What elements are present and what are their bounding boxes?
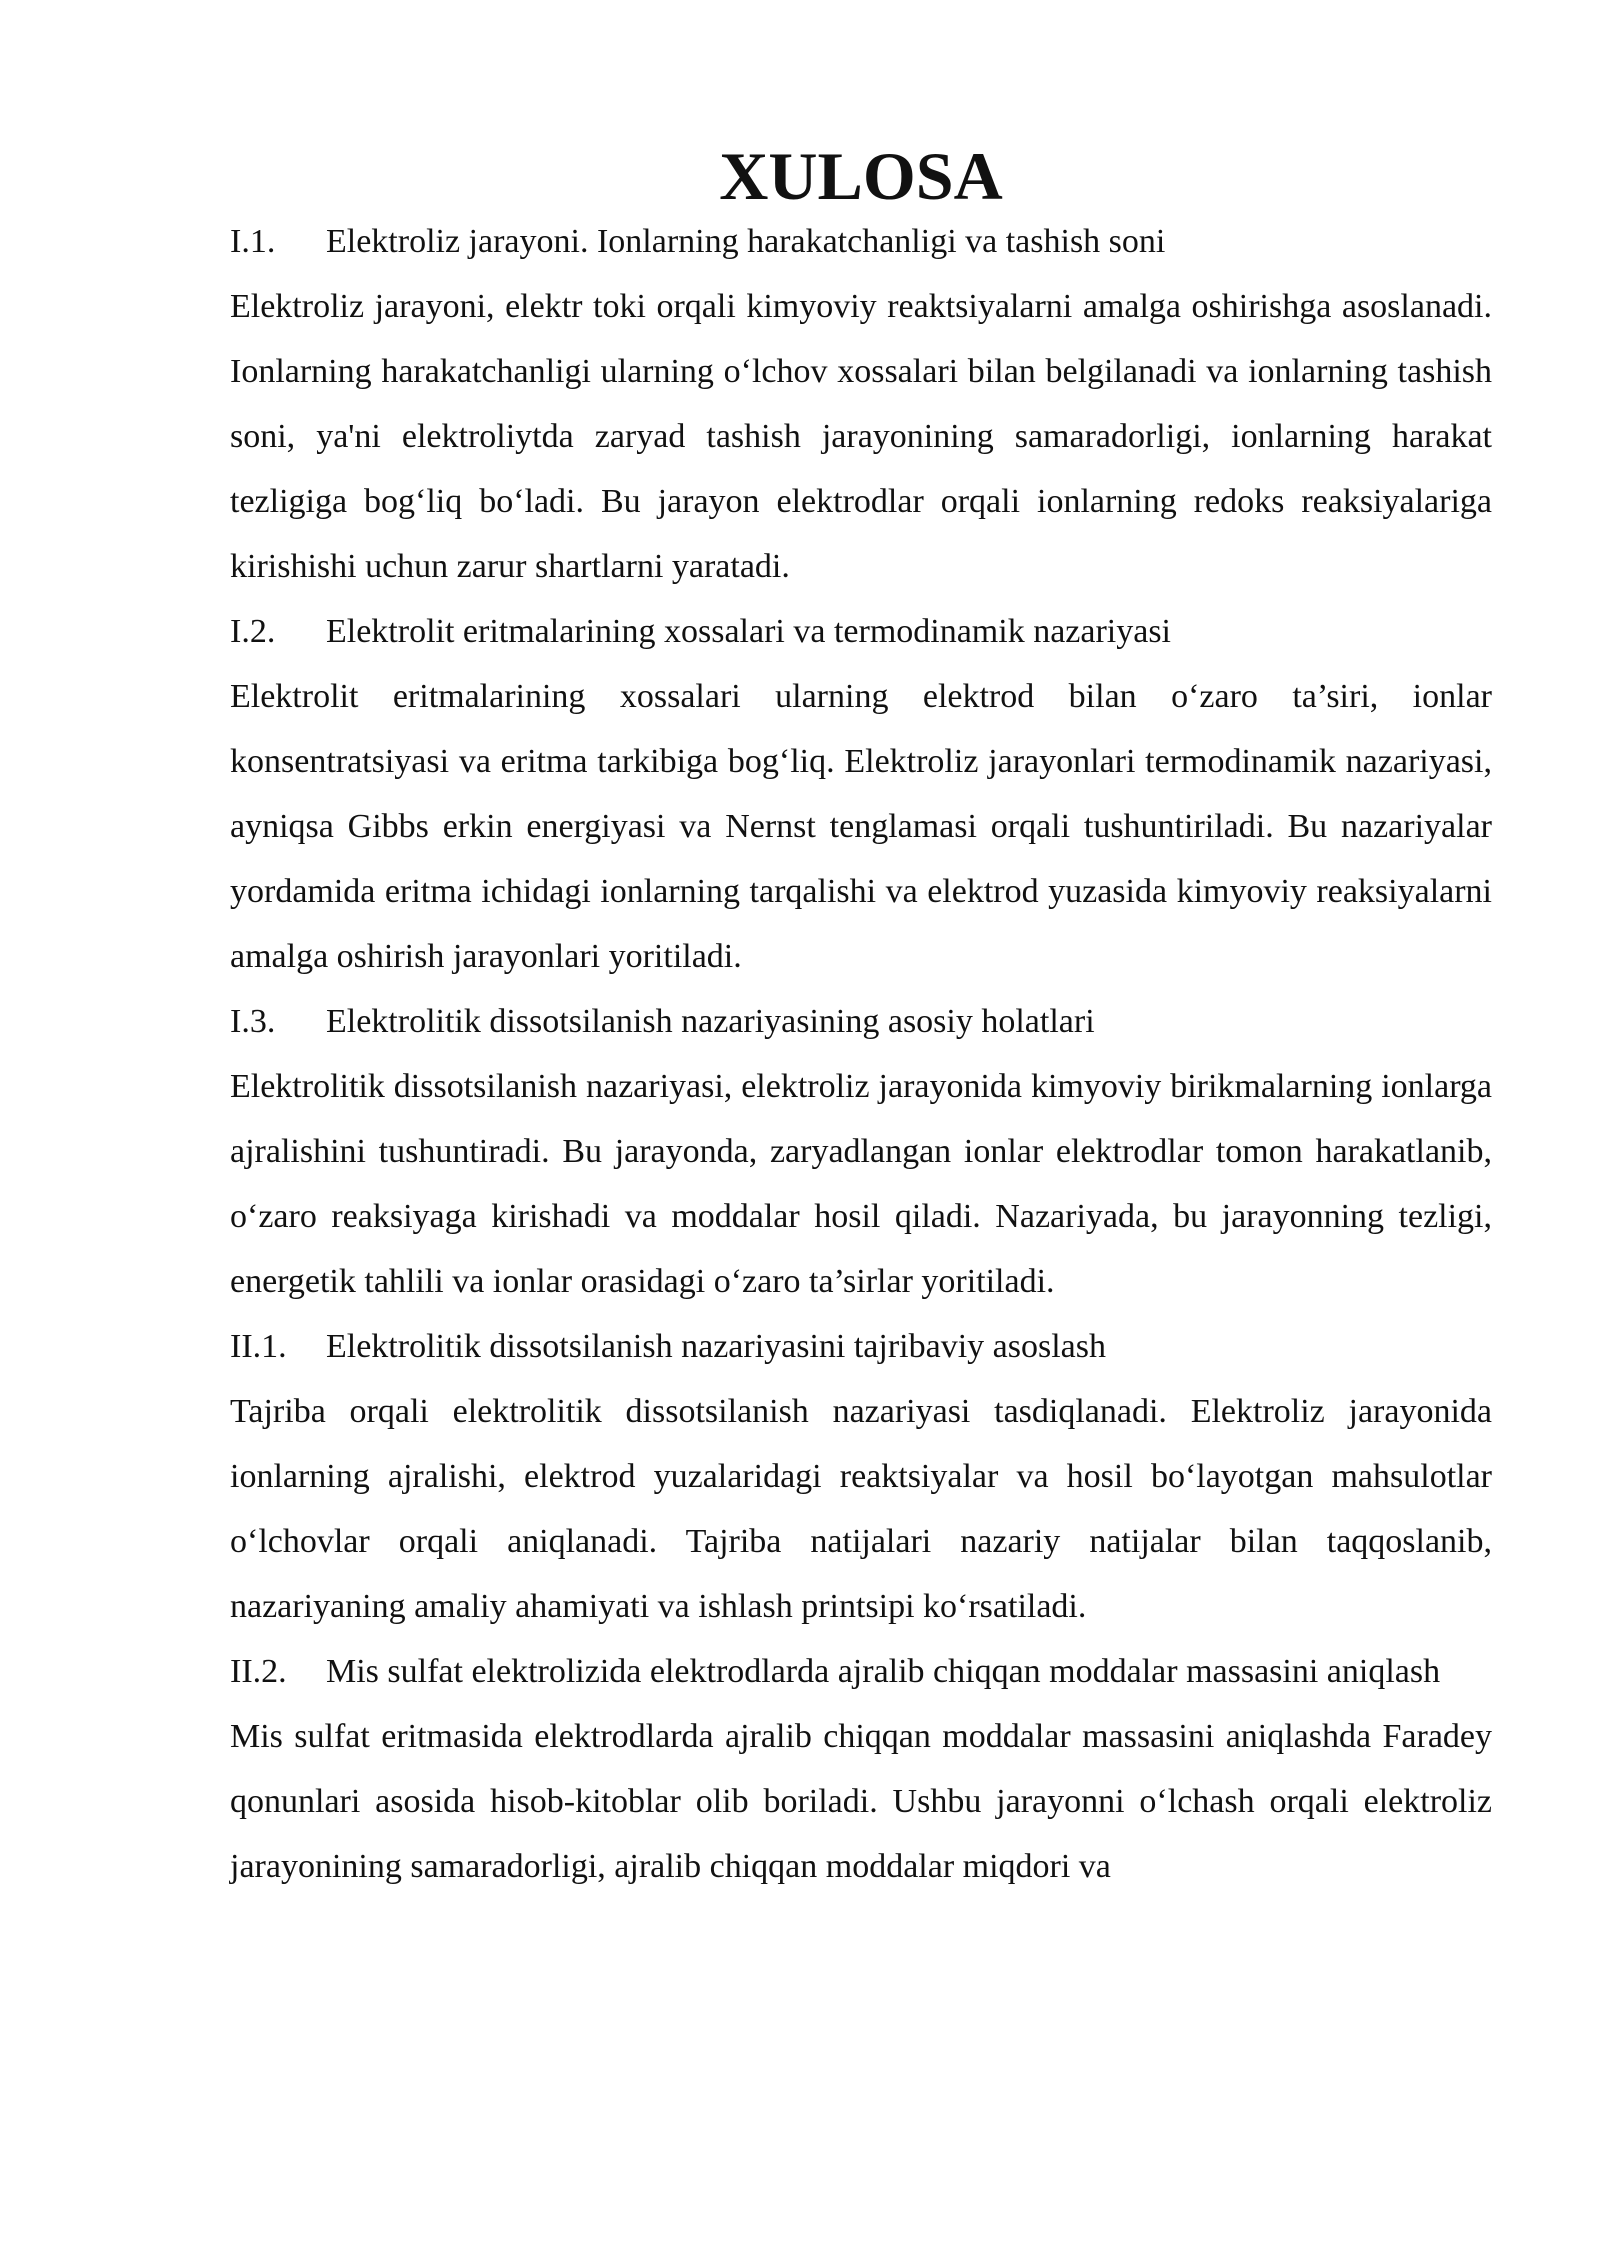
section-heading-2-2 [230,1639,1492,1704]
section-number: I.2. [230,613,276,650]
section-title: Elektrolitik dissotsilanish nazariyasining asosiy holatlari [326,1003,1095,1040]
section-heading-1-3 [230,989,1492,1054]
section-heading-1-1 [230,209,1492,274]
page-title: XULOSA [719,138,1003,214]
section-paragraph-2-2: Mis sulfat eritmasida elektrodlarda ajralib chiqqan moddalar massasini aniqlashda Faradey qonunlari asosida hisob-kitoblar olib boriladi. Ushbu jarayonni o‘lchash orqali elektroliz jarayonining samaradorligi, ajralib chiqqan moddalar miqdori va [230,1718,1492,1885]
section-title: Elektroliz jarayoni. Ionlarning harakatchanligi va tashish soni [326,223,1166,260]
section-title: Mis sulfat elektrolizida elektrodlarda ajralib chiqqan moddalar massasini aniqlash [326,1653,1441,1690]
section-heading-1-2 [230,599,1492,664]
section-paragraph-2-1: Tajriba orqali elektrolitik dissotsilanish nazariyasi tasdiqlanadi. Elektroliz jarayonida ionlarning ajralishi, elektrod yuzalaridagi reaktsiyalar va hosil bo‘layotgan mahsulotlar o‘lchovlar orqali aniqlanadi. Tajriba natijalari nazariy natijalar bilan taqqoslanib, nazariyaning amaliy ahamiyati va ishlash printsipi ko‘rsatiladi. [230,1393,1492,1625]
section-paragraph-1-1: Elektroliz jarayoni, elektr toki orqali kimyoviy reaktsiyalarni amalga oshirishga asoslanadi. Ionlarning harakatchanligi ularning o‘lchov xossalari bilan belgilanadi va ionlarning tashish soni, ya'ni elektroliytda zaryad tashish jarayonining samaradorligi, ionlarning harakat tezligiga bog‘liq bo‘ladi. Bu jarayon elektrodlar orqali ionlarning redoks reaksiyalariga kirishishi uchun zarur shartlarni yaratadi. [230,288,1492,585]
section-heading-2-1 [230,1314,1492,1379]
section-number: II.1. [230,1328,287,1365]
section-number: I.1. [230,223,276,260]
section-number: II.2. [230,1653,287,1690]
section-number: I.3. [230,1003,276,1040]
section-paragraph-1-3: Elektrolitik dissotsilanish nazariyasi, elektroliz jarayonida kimyoviy birikmalarning ionlarga ajralishini tushuntiradi. Bu jarayonda, zaryadlangan ionlar elektrodlar tomon harakatlanib, o‘zaro reaksiyaga kirishadi va moddalar hosil qiladi. Nazariyada, bu jarayonning tezligi, energetik tahlili va ionlar orasidagi o‘zaro ta’sirlar yoritiladi. [230,1068,1492,1300]
section-title: Elektrolit eritmalarining xossalari va termodinamik nazariyasi [326,613,1172,650]
section-title: Elektrolitik dissotsilanish nazariyasini tajribaviy asoslash [326,1328,1106,1365]
document-body [230,138,1492,1899]
section-paragraph-1-2: Elektrolit eritmalarining xossalari ularning elektrod bilan o‘zaro ta’siri, ionlar konsentratsiyasi va eritma tarkibiga bog‘liq. Elektroliz jarayonlari termodinamik nazariyasi, ayniqsa Gibbs erkin energiyasi va Nernst tenglamasi orqali tushuntiriladi. Bu nazariyalar yordamida eritma ichidagi ionlarning tarqalishi va elektrod yuzasida kimyoviy reaksiyalarni amalga oshirish jarayonlari yoritiladi. [230,678,1492,975]
